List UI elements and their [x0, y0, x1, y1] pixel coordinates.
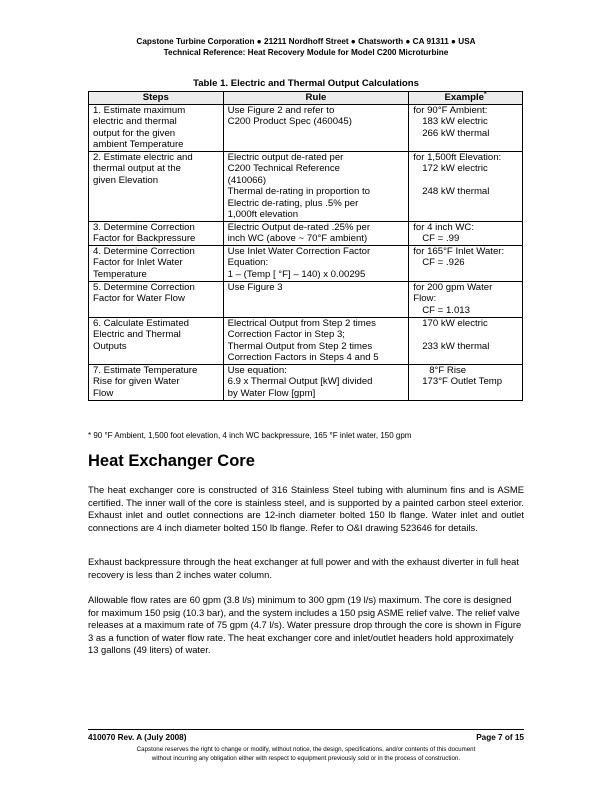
step-cell [89, 318, 224, 365]
step-text: electric and thermal [93, 116, 177, 128]
table-row [89, 222, 523, 246]
table-row [89, 246, 523, 282]
example-text: 233 kW thermal [422, 340, 490, 352]
rule-text: Thermal Output from Step 2 times [227, 340, 373, 352]
step-text: 6. Calculate Estimated [93, 318, 189, 329]
rule-text: Use Figure 3 [227, 282, 283, 293]
rule-text: 1 – (Temp [ °F] – 140) x 0.00295 [227, 268, 366, 280]
document-id: 410070 Rev. A (July 2008) [88, 733, 187, 742]
step-cell [89, 365, 224, 401]
table-header-row [89, 92, 523, 105]
step-cell [89, 282, 224, 318]
disclaimer-line: Capstone reserves the right to change or modify, without notice, the design, specifications, and/or contents of this document [136, 746, 476, 753]
example-cell [409, 365, 523, 401]
rule-text: Electric Output de-rated .25% per [227, 222, 371, 233]
rule-cell [223, 222, 409, 246]
header-rule: Rule [223, 92, 409, 105]
page-number: Page 7 of 15 [476, 733, 524, 742]
example-text: CF = .926 [422, 257, 465, 269]
rule-text: Thermal de-rating in proportion to [227, 186, 371, 198]
example-text: 170 kW electric [422, 318, 488, 329]
rule-text: Correction Factor in Step 3; [227, 329, 345, 341]
step-cell [89, 222, 224, 246]
table-row [89, 365, 523, 401]
step-text: 3. Determine Correction [93, 222, 195, 233]
rule-cell [223, 105, 409, 152]
example-spacer [413, 329, 519, 340]
example-cell [409, 282, 523, 318]
calculations-table [88, 91, 523, 401]
table-title: Table 1. Electric and Thermal Output Calculations [193, 78, 419, 89]
rule-cell [223, 318, 409, 365]
header-example [409, 92, 523, 105]
rule-text: inch WC (above ~ 70°F ambient) [227, 233, 368, 245]
body-paragraph: The heat exchanger core is constructed of 316 Stainless Steel tubing with aluminum fins and is ASME certified. The inner wall of the core is stainless steel, and is supported by a painted carbon steel exterior. Exhaust inlet and outlet connections are 12-inch diameter bolted 150 lb flange. Water inlet and outlet connections are 4 inch diameter bolted 150 lb flange. Refer to O&I drawing 523646 for details. [88, 484, 524, 533]
header-example-label: Example [444, 92, 484, 104]
example-text: for 4 inch WC: [413, 222, 474, 233]
example-cell [409, 105, 523, 152]
rule-text: 6.9 x Thermal Output [kW] divided [227, 376, 373, 388]
example-text: 172 kW electric [422, 163, 488, 175]
rule-text: (410066) [227, 174, 267, 186]
rule-text: by Water Flow [gpm] [227, 387, 316, 399]
step-cell [89, 152, 224, 222]
example-text: for 165°F Inlet Water: [413, 246, 505, 257]
rule-text: Electric output de-rated per [227, 152, 344, 163]
example-text: for 1,500ft Elevation: [413, 152, 502, 163]
example-text: CF = 1.013 [422, 304, 470, 316]
header-example-mark: * [483, 91, 487, 99]
rule-text: Equation: [227, 257, 269, 269]
page-header [0, 36, 612, 58]
rule-cell [223, 282, 409, 318]
rule-text: C200 Product Spec (460045) [227, 116, 352, 128]
step-text: ambient Temperature [93, 139, 184, 151]
example-text: 183 kW electric [422, 116, 488, 128]
step-text: given Elevation [93, 174, 159, 186]
header-steps: Steps [89, 92, 224, 105]
table-row [89, 318, 523, 365]
example-cell [409, 246, 523, 282]
step-text: output for the given [93, 127, 176, 139]
step-cell [89, 246, 224, 282]
disclaimer-line: without incurring any obligation either with respect to equipment previously sold or in the process of construction. [151, 754, 461, 762]
rule-text: 1,000ft elevation [227, 209, 299, 221]
example-text: CF = .99 [422, 233, 460, 245]
step-text: Electric and Thermal [93, 329, 181, 341]
step-text: Outputs [93, 340, 127, 352]
step-text: 5. Determine Correction [93, 282, 195, 293]
rule-cell [223, 365, 409, 401]
example-cell [409, 152, 523, 222]
example-text: Flow: [413, 293, 437, 305]
table-row [89, 282, 523, 318]
step-text: Factor for Backpressure [93, 233, 196, 245]
example-cell [409, 222, 523, 246]
rule-text: Use equation: [227, 365, 287, 376]
footer-divider [88, 729, 524, 730]
section-heading: Heat Exchanger Core [88, 452, 255, 470]
rule-cell [223, 246, 409, 282]
step-text: Flow [93, 387, 114, 399]
rule-text: C200 Technical Reference [227, 163, 340, 175]
step-text: Temperature [93, 268, 147, 280]
example-text: for 200 gpm Water [413, 282, 493, 293]
step-text: Factor for Inlet Water [93, 257, 183, 269]
step-text: thermal output at the [93, 163, 181, 175]
step-text: Rise for given Water [93, 376, 180, 388]
rule-cell [223, 152, 409, 222]
example-text: for 90°F Ambient: [413, 105, 488, 116]
step-cell [89, 105, 224, 152]
step-text: Factor for Water Flow [93, 293, 185, 305]
header-company-line: Capstone Turbine Corporation ● 21211 Nordhoff Street ● Chatsworth ● CA 91311 ● USA [136, 37, 476, 46]
step-text: 4. Determine Correction [93, 246, 195, 257]
step-text: 7. Estimate Temperature [93, 365, 198, 376]
rule-text: Electric de-rating, plus .5% per [227, 197, 359, 209]
rule-text: Use Inlet Water Correction Factor [227, 246, 371, 257]
rule-text: Electrical Output from Step 2 times [227, 318, 376, 329]
example-text: 8°F Rise [429, 365, 467, 376]
rule-text: Use Figure 2 and refer to [227, 105, 335, 116]
table-footnote: * 90 °F Ambient, 1,500 foot elevation, 4 inch WC backpressure, 165 °F inlet water, 150 gpm [88, 431, 412, 440]
footer-disclaimer [0, 746, 612, 763]
example-cell [409, 318, 523, 365]
body-paragraph: Exhaust backpressure through the heat exchanger at full power and with the exhaust diverter in full heat recovery is less than 2 inches water column. [88, 556, 519, 580]
header-document-line: Technical Reference: Heat Recovery Module for Model C200 Microturbine [163, 48, 449, 57]
step-text: 1. Estimate maximum [93, 105, 186, 116]
rule-text: Correction Factors in Steps 4 and 5 [227, 352, 379, 364]
step-text: 2. Estimate electric and [93, 152, 193, 163]
example-spacer [413, 175, 519, 186]
table-row [89, 152, 523, 222]
table-row [89, 105, 523, 152]
example-text: 248 kW thermal [422, 186, 490, 198]
body-paragraph: Allowable flow rates are 60 gpm (3.8 l/s) minimum to 300 gpm (19 l/s) maximum. The core is designed for maximum 150 psig (10.3 bar), and the system includes a 150 psig ASME relief valve. The relief valve releases at a maximum rate of 75 gpm (4.7 l/s). Water pressure drop through the core is shown in Figure 3 as a function of water flow rate. The heat exchanger core and inlet/outlet headers hold approximately 13 gallons (49 liters) of water. [88, 594, 522, 656]
example-text: 266 kW thermal [422, 127, 490, 139]
example-text: 173°F Outlet Temp [422, 376, 503, 388]
